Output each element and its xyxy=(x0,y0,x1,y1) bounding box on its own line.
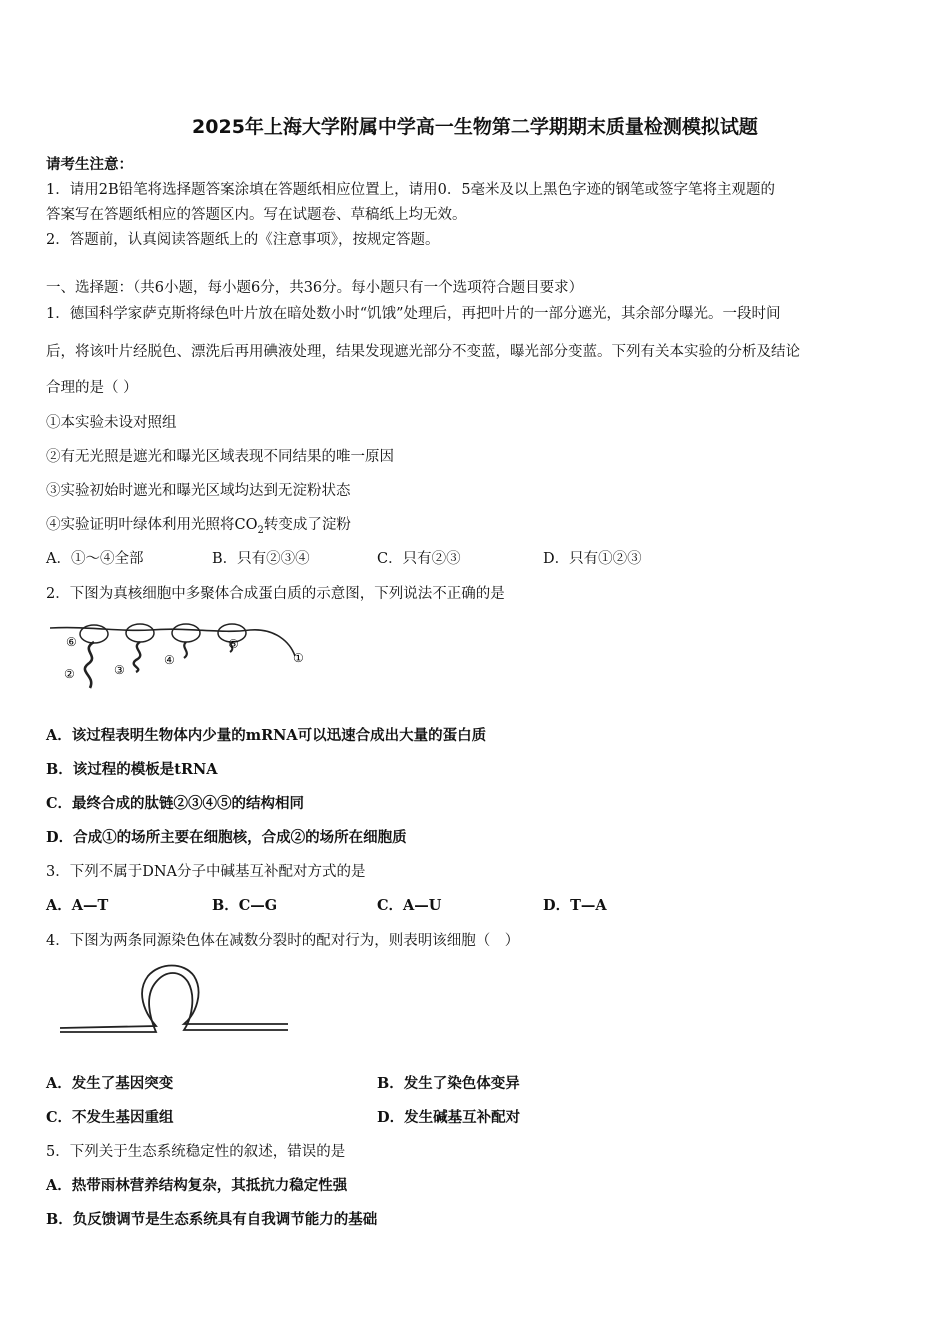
fig-label-6: ⑥ xyxy=(66,635,77,649)
q3-option-b[interactable]: B．C—G xyxy=(212,897,278,914)
polysome-diagram xyxy=(50,612,310,692)
q4-option-d[interactable]: D．发生碱基互补配对 xyxy=(377,1109,521,1126)
fig-label-1: ① xyxy=(293,651,304,665)
q1-statement-4-subscript: 2 xyxy=(257,524,264,536)
q1-stem-line-2: 后，将该叶片经脱色、漂洗后再用碘液处理，结果发现遮光部分不变蓝，曝光部分变蓝。下列有关本实验的分析及结论 xyxy=(46,344,800,360)
fig-label-2: ② xyxy=(64,667,75,681)
q2-option-b[interactable]: B．该过程的模板是tRNA xyxy=(46,761,218,778)
fig-label-4: ④ xyxy=(164,653,175,667)
q1-stem-line-3: 合理的是（ ） xyxy=(46,380,138,396)
q1-option-c[interactable]: C．只有②③ xyxy=(377,551,461,567)
q5-stem: 5．下列关于生态系统稳定性的叙述，错误的是 xyxy=(46,1144,346,1160)
q1-option-b[interactable]: B．只有②③④ xyxy=(212,551,310,567)
q2-stem: 2．下图为真核细胞中多聚体合成蛋白质的示意图，下列说法不正确的是 xyxy=(46,586,505,602)
q1-statement-4-text: ④实验证明叶绿体利用光照将CO xyxy=(46,517,258,533)
q3-option-c[interactable]: C．A—U xyxy=(377,897,442,914)
q2-option-a[interactable]: A．该过程表明生物体内少量的mRNA可以迅速合成出大量的蛋白质 xyxy=(46,727,487,744)
chromosome-pairing-diagram xyxy=(56,962,292,1042)
page-title: 2025年上海大学附属中学高一生物第二学期期末质量检测模拟试题 xyxy=(192,116,758,138)
q1-option-d[interactable]: D．只有①②③ xyxy=(543,551,642,567)
q1-stem-line-1: 1．德国科学家萨克斯将绿色叶片放在暗处数小时“饥饿”处理后，再把叶片的一部分遮光，其余部分曝光。一段时间 xyxy=(46,306,781,322)
notice-item-2: 2．答题前，认真阅读答题纸上的《注意事项》，按规定答题。 xyxy=(46,232,440,248)
q3-stem: 3．下列不属于DNA分子中碱基互补配对方式的是 xyxy=(46,864,366,880)
q1-option-a[interactable]: A．①～④全部 xyxy=(46,551,144,567)
q4-option-a[interactable]: A．发生了基因突变 xyxy=(46,1075,174,1092)
q1-statement-2: ②有无光照是遮光和曝光区域表现不同结果的唯一原因 xyxy=(46,449,394,465)
notice-item-1-line-2: 答案写在答题纸相应的答题区内。写在试题卷、草稿纸上均无效。 xyxy=(46,207,467,223)
fig-label-3: ③ xyxy=(114,663,125,677)
notice-item-1-line-1: 1．请用2B铅笔将选择题答案涂填在答题纸相应位置上，请用0．5毫米及以上黑色字迹的钢笔或签字笔将主观题的 xyxy=(46,182,776,198)
q4-stem: 4．下图为两条同源染色体在减数分裂时的配对行为，则表明该细胞（ ） xyxy=(46,933,520,949)
fig-label-5: ⑤ xyxy=(228,637,239,651)
q4-option-b[interactable]: B．发生了染色体变异 xyxy=(377,1075,520,1092)
notice-heading: 请考生注意： xyxy=(46,156,133,173)
q1-statement-1: ①本实验未设对照组 xyxy=(46,415,177,431)
q2-option-d[interactable]: D．合成①的场所主要在细胞核，合成②的场所在细胞质 xyxy=(46,829,407,846)
q2-option-c[interactable]: C．最终合成的肽链②③④⑤的结构相同 xyxy=(46,795,305,812)
q1-statement-4 xyxy=(46,513,351,536)
q4-option-c[interactable]: C．不发生基因重组 xyxy=(46,1109,174,1126)
q5-option-a[interactable]: A．热带雨林营养结构复杂，其抵抗力稳定性强 xyxy=(46,1177,348,1194)
q3-option-a[interactable]: A．A—T xyxy=(46,897,109,914)
q1-statement-3: ③实验初始时遮光和曝光区域均达到无淀粉状态 xyxy=(46,483,351,499)
section-heading: 一、选择题：（共6小题，每小题6分，共36分。每小题只有一个选项符合题目要求） xyxy=(46,280,584,296)
q5-option-b[interactable]: B．负反馈调节是生态系统具有自我调节能力的基础 xyxy=(46,1211,378,1228)
q1-statement-4-tail: 转变成了淀粉 xyxy=(263,517,351,533)
q3-option-d[interactable]: D．T—A xyxy=(543,897,607,914)
